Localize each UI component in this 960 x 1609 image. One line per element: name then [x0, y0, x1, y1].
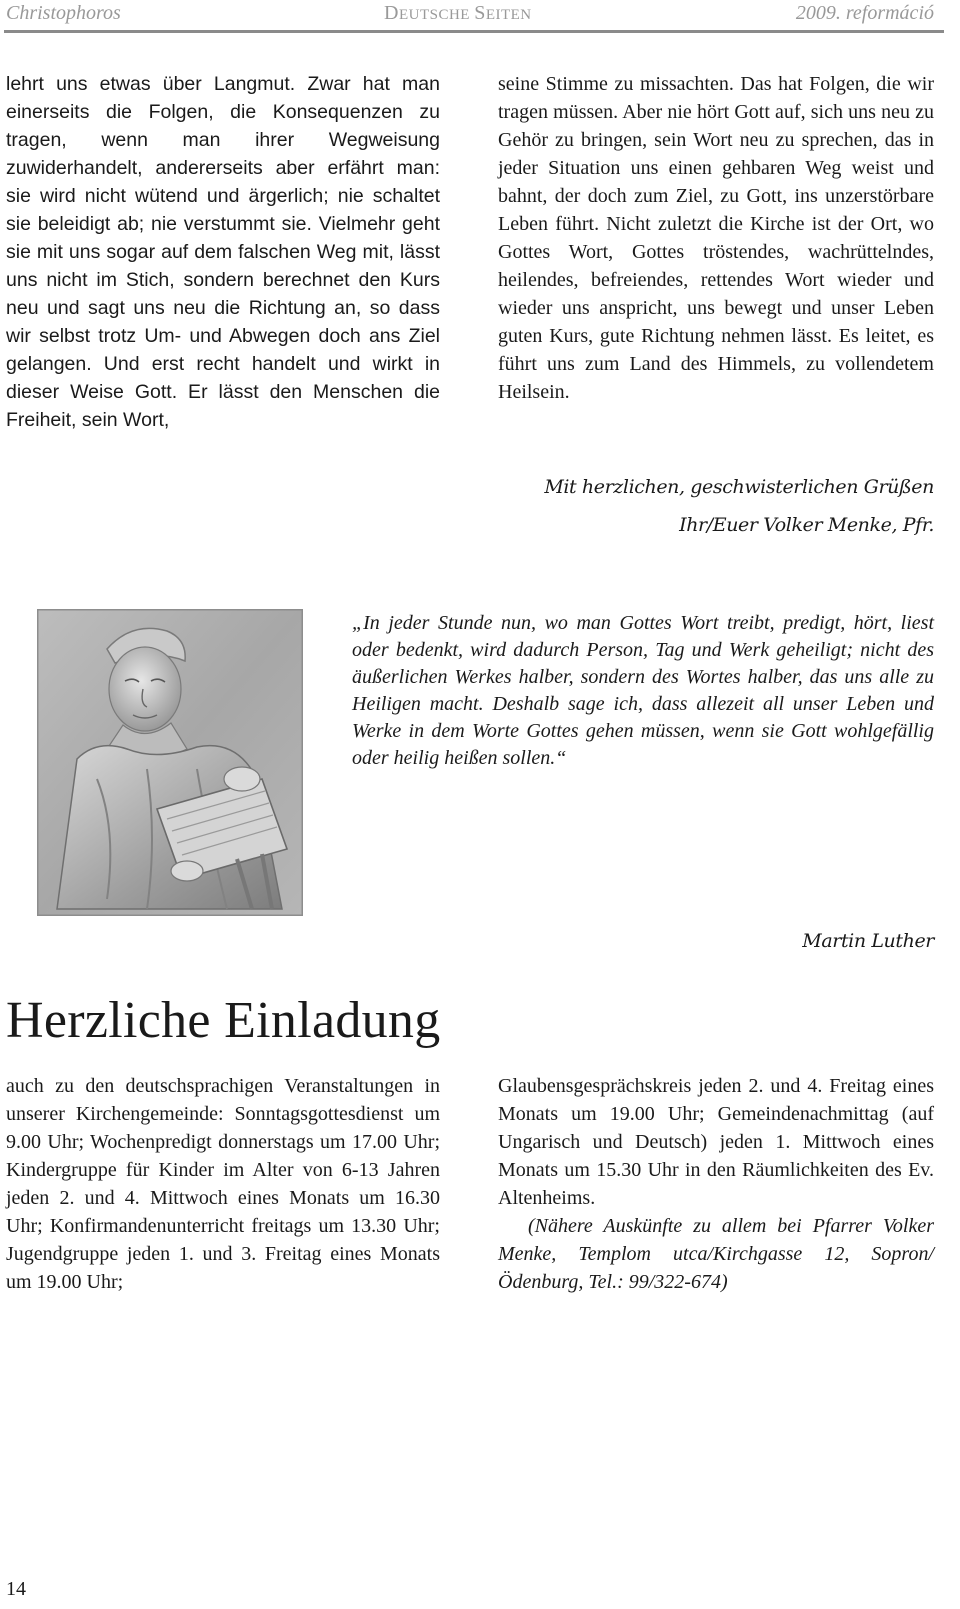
invitation-paragraph: Glaubensgesprächskreis jeden 2. und 4. Freitag eines Monats um 19.00 Uhr; Gemeindenachmittag (auf Ungarisch und Deutsch) jeden 1. Mittwoch eines Monats um 15.30 Uhr in den Räumlichkeiten des Ev. Altenheims. [498, 1075, 934, 1209]
article-paragraph: seine Stimme zu missachten. Das hat Folgen, die wir tragen müssen. Aber nie hört Gott auf, sich uns neu zu Gehör zu bringen, sein Wort neu zu sprechen, das in jeder Situation uns einen gehbaren Weg weist und bahnt, der doch zum Ziel, zu Gott, ins unzerstörbare Leben führt. Nicht zuletzt die Kirche ist der Ort, wo Gottes Wort, Gottes tröstendes, wachrüttelndes, heilendes, befreiendes, rettendes Wort wieder und wieder uns anspricht, uns bewegt und unser Leben guten Kurs, gute Richtung nehmen lässt. Es leitet, es führt uns zum Land des Himmels, zu vollendetem Heilsein. [498, 73, 934, 403]
greeting: Mit herzlichen, geschwisterlichen Grüßen [544, 476, 934, 498]
header-magazine-title: Christophoros [6, 2, 121, 24]
header-rule [4, 30, 944, 33]
article-left-column [6, 70, 440, 434]
page-number: 14 [6, 1578, 26, 1600]
article-paragraph: lehrt uns etwas über Langmut. Zwar hat man einerseits die Folgen, die Konsequenzen zu tragen, wenn man ihrer Wegweisung zuwiderhandelt, andererseits aber erfährt man: sie wird nicht wütend und ärgerlich; nie schaltet sie beleidigt ab; nie verstummt sie. Vielmehr geht sie mit uns sogar auf dem falschen Weg mit, lässt uns nicht im Stich, sondern berechnet den Kurs neu und sagt uns neu die Richtung an, so dass wir selbst trotz Um- und Abwegen doch ans Ziel gelangen. Und erst recht handelt und wirkt in dieser Weise Gott. Er lässt den Menschen die Freiheit, sein Wort, [6, 73, 440, 431]
invitation-left-column [6, 1072, 440, 1296]
quote-author: Martin Luther [802, 930, 934, 952]
contact-note: (Nähere Auskünfte zu allem bei Pfarrer Volker Menke, Templom utca/Kirchgasse 12, Sopron/Ödenburg, Tel.: 99/322-674) [498, 1215, 934, 1293]
invitation-title: Herzliche Einladung [6, 992, 441, 1049]
invitation-right-column [498, 1072, 934, 1296]
luther-quote [352, 610, 934, 772]
running-header [4, 0, 956, 26]
signature: Ihr/Euer Volker Menke, Pfr. [679, 514, 934, 536]
invitation-paragraph: auch zu den deutschsprachigen Veranstaltungen in unserer Kirchengemeinde: Sonntagsgottesdienst um 9.00 Uhr; Wochenpredigt donnerstags um 17.00 Uhr; Kindergruppe für Kinder im Alter von 6-13 Jahren jeden 2. und 4. Mittwoch eines Monats um 16.30 Uhr; Konfirmandenunterricht freitags um 13.30 Uhr; Jugendgruppe jeden 1. und 3. Freitag eines Monats um 19.00 Uhr; [6, 1075, 440, 1293]
quote-text: „In jeder Stunde nun, wo man Gottes Wort treibt, predigt, hört, liest oder bedenkt, wird dadurch Person, Tag und Werk geheiligt; nicht des äußerlichen Werkes halber, sondern des Wortes halber, das uns alle zu Heiligen macht. Deshalb sage ich, dass allezeit all unser Leben und Werke in dem Worte Gottes gehen müssen, wenn sie Gott wohlgefällig oder heilig heißen sollen.“ [352, 612, 934, 769]
header-issue: 2009. reformáció [795, 2, 934, 24]
article-right-column [498, 70, 934, 406]
luther-relief-image [37, 609, 303, 916]
header-section-title: DEUTSCHE SEITEN [384, 2, 532, 24]
